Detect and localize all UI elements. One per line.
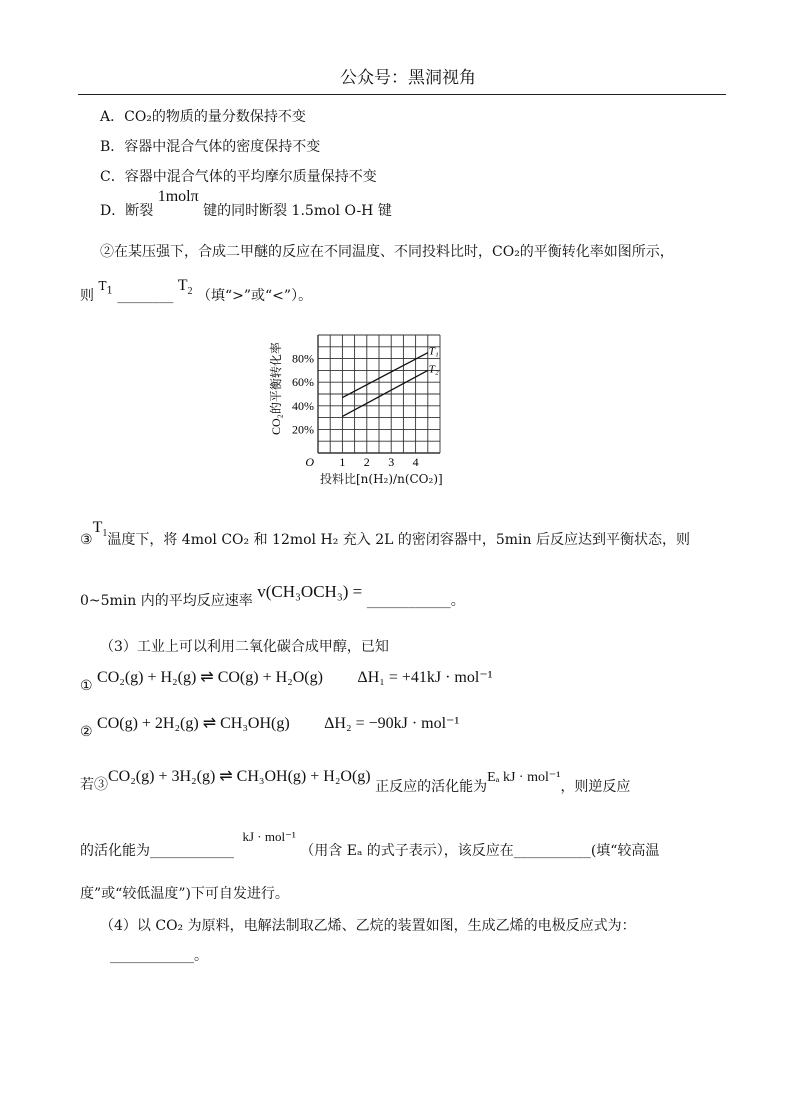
eq2-formula: CO(g) + 2H₂(g) ⇌ CH₃OH(g)	[97, 715, 290, 732]
part3-unit: kJ · mol⁻¹	[242, 829, 296, 844]
eq1-dh: ΔH₁ = +41kJ · mol⁻¹	[357, 669, 493, 686]
part3-line2	[80, 826, 660, 859]
q2-blank: ________	[117, 288, 174, 304]
y-tick-label: 60%	[292, 375, 314, 390]
part3-line2-mid: （用含 Eₐ 的式子表示），该反应在	[300, 843, 514, 859]
part4-text: （4）以 CO₂ 为原料，电解法制取乙烯、乙烷的装置如图，生成乙烯的电极反应式为：	[100, 918, 636, 934]
q2-suffix: （填“>”或“<”）。	[196, 288, 313, 304]
eq1-num: ①	[80, 678, 93, 694]
part3-blank2: ___________	[513, 843, 591, 859]
eq2-num: ②	[80, 724, 93, 740]
chart-xlabel: 投料比[n(H₂)/n(CO₂)]	[320, 472, 443, 486]
q3-prefix: ③	[80, 532, 93, 548]
series-line-1	[342, 353, 427, 398]
q3-line2	[80, 582, 465, 610]
q2-line	[80, 277, 313, 307]
option-b: B．容器中混合气体的密度保持不变	[100, 139, 321, 155]
eq3-mid: 正反应的活化能为	[375, 779, 488, 795]
eq1-formula: CO₂(g) + H₂(g) ⇌ CO(g) + H₂O(g)	[97, 669, 323, 686]
q3-formula: v(CH₃OCH₃) =	[257, 582, 363, 601]
eq3-line	[80, 766, 631, 795]
q2-prefix: 则	[80, 288, 94, 304]
q3-end: 。	[450, 593, 465, 609]
x-tick-label: 1	[339, 455, 346, 469]
series-line-2	[342, 370, 427, 416]
part4-blank: ____________	[110, 948, 194, 964]
q3-blank: ____________	[366, 593, 451, 609]
option-c: C．容器中混合气体的平均摩尔质量保持不变	[100, 169, 377, 185]
option-a: A．CO₂的物质的量分数保持不变	[100, 109, 306, 125]
x-tick-label: 4	[412, 455, 419, 469]
eq3-prefix: 若③	[80, 777, 108, 793]
eq2	[80, 713, 460, 740]
part3-line2-prefix: 的活化能为	[80, 843, 150, 859]
part3-line2-suffix: (填“较高温	[590, 843, 660, 859]
eq1	[80, 667, 493, 694]
chart-labels	[292, 346, 439, 469]
eq3-suffix: ，则逆反应	[560, 779, 631, 795]
part3-intro: （3）工业上可以利用二氧化碳合成甲醇，已知	[100, 639, 389, 655]
q3-text: 温度下，将 4mol CO₂ 和 12mol H₂ 充入 2L 的密闭容器中，5min 后反应达到平衡状态，则	[107, 532, 690, 548]
chart-ylabel: CO₂的平衡转化率	[269, 342, 283, 435]
x-tick-label: 3	[388, 455, 395, 469]
option-d	[100, 188, 392, 220]
part4-end: 。	[194, 948, 208, 964]
eq3-formula: CO₂(g) + 3H₂(g) ⇌ CH₃OH(g) + H₂O(g)	[108, 768, 371, 785]
y-tick-label: 40%	[292, 398, 314, 413]
q3-line1	[80, 519, 690, 551]
y-tick-label: 80%	[292, 351, 314, 366]
q2-t2: $T_2$	[177, 277, 193, 298]
header-rule	[78, 94, 726, 95]
x-tick-label: 2	[363, 455, 370, 469]
part4-answer	[110, 945, 208, 965]
series-label-1: T₁	[428, 345, 439, 358]
chart-grid	[318, 335, 440, 453]
eq3-ea: Eₐ kJ · mol⁻¹	[487, 770, 561, 785]
q3-t1: $T_1$	[92, 519, 108, 540]
q3-line2-prefix: 0~5min 内的平均反应速率	[80, 593, 253, 609]
option-d-prefix: D．断裂	[100, 203, 154, 219]
chart-lines	[342, 353, 427, 417]
y-tick-label: 20%	[292, 422, 314, 437]
eq2-dh: ΔH₂ = −90kJ · mol⁻¹	[324, 715, 460, 732]
origin-label: O	[305, 455, 314, 469]
conversion-chart	[260, 325, 460, 490]
option-d-formula: 1molπ	[157, 188, 199, 205]
header-title: 公众号：黑洞视角	[340, 68, 476, 88]
q2-t1: $T_1$	[98, 279, 113, 297]
part3-line3: 度”或“较低温度”)下可自发进行。	[80, 886, 289, 902]
part3-blank1: ____________	[150, 843, 234, 859]
series-label-2: T₂	[428, 363, 439, 376]
option-d-suffix: 键的同时断裂 1.5mol O-H 键	[203, 203, 392, 219]
q2-text: ②在某压强下，合成二甲醚的反应在不同温度、不同投料比时，CO₂的平衡转化率如图所示，	[100, 244, 674, 260]
